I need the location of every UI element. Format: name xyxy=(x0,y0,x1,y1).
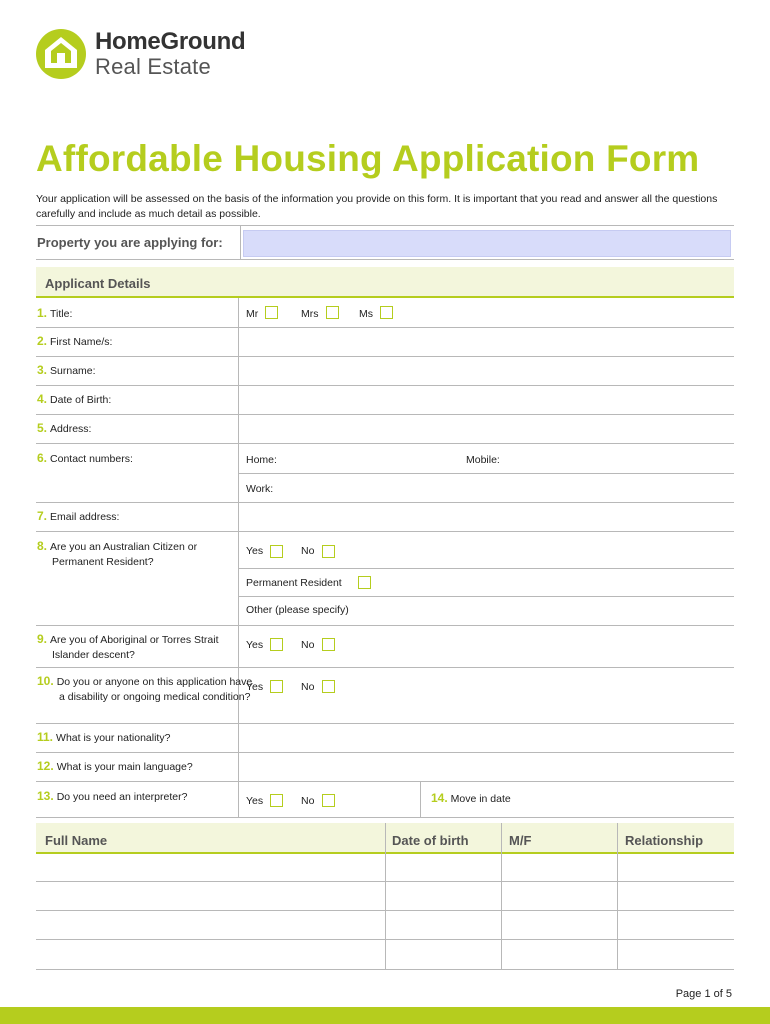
question-row-first-name xyxy=(36,327,734,356)
question-number: 12. xyxy=(37,759,54,773)
applicant-details-header xyxy=(36,267,734,298)
column-header-relationship: Relationship xyxy=(625,833,704,848)
question-row-email xyxy=(36,502,734,531)
mr-checkbox[interactable] xyxy=(265,306,278,319)
work-phone-label[interactable]: Work: xyxy=(246,483,274,495)
question-row-title xyxy=(36,298,734,327)
question-label: Do you need an interpreter? xyxy=(56,791,188,803)
question-number: 2. xyxy=(37,334,48,348)
question-label: First Name/s: xyxy=(50,336,113,348)
interpreter-no-checkbox[interactable] xyxy=(322,794,335,807)
table-row[interactable] xyxy=(36,854,734,881)
ms-checkbox[interactable] xyxy=(380,306,393,319)
question-label: What is your nationality? xyxy=(56,732,171,744)
email-field[interactable] xyxy=(239,502,734,531)
yes-label: Yes xyxy=(246,795,264,807)
divider xyxy=(238,568,734,569)
divider xyxy=(36,225,734,226)
language-field[interactable] xyxy=(239,752,734,781)
aboriginal-no-checkbox[interactable] xyxy=(322,638,335,651)
question-number: 3. xyxy=(37,363,48,377)
aboriginal-yes-checkbox[interactable] xyxy=(270,638,283,651)
property-input[interactable] xyxy=(243,230,731,257)
question-number: 6. xyxy=(37,451,48,465)
option-mrs-label: Mrs xyxy=(301,308,319,320)
house-in-circle-icon xyxy=(35,28,87,80)
question-row-language xyxy=(36,752,734,781)
question-number: 1. xyxy=(37,306,48,320)
column-header-date-of-birth: Date of birth xyxy=(392,833,469,848)
question-number: 11. xyxy=(37,730,54,744)
question-row-nationality xyxy=(36,723,734,752)
section-title: Applicant Details xyxy=(45,276,151,291)
no-label: No xyxy=(301,639,315,651)
divider xyxy=(36,969,734,970)
first-name-field[interactable] xyxy=(239,327,734,356)
question-row-citizenship xyxy=(36,531,734,625)
question-label: Surname: xyxy=(50,365,96,377)
surname-field[interactable] xyxy=(239,356,734,385)
question-number: 10. xyxy=(37,674,54,688)
column-divider xyxy=(420,781,421,817)
question-number: 13. xyxy=(37,789,54,803)
question-number: 7. xyxy=(37,509,48,523)
question-number: 5. xyxy=(37,421,48,435)
company-subtitle: Real Estate xyxy=(95,54,211,79)
question-row-surname xyxy=(36,356,734,385)
form-title: Affordable Housing Application Form xyxy=(36,138,700,179)
yes-label: Yes xyxy=(246,639,264,651)
question-row-address xyxy=(36,414,734,443)
question-label: Are you an Australian Citizen or Permanent Resident? xyxy=(50,541,198,568)
question-row-aboriginal xyxy=(36,625,734,667)
question-row-dob xyxy=(36,385,734,414)
question-label: Do you or anyone on this application have a disability or ongoing medical condition? xyxy=(56,676,253,703)
mobile-phone-label[interactable]: Mobile: xyxy=(466,454,500,466)
question-row-interpreter xyxy=(36,781,734,817)
option-mr-label: Mr xyxy=(246,308,259,320)
question-label: Move in date xyxy=(450,793,511,805)
nationality-field[interactable] xyxy=(239,723,734,752)
question-label: Date of Birth: xyxy=(50,394,112,406)
divider xyxy=(240,226,241,259)
company-name: HomeGround xyxy=(95,28,246,55)
question-label: Title: xyxy=(50,308,73,320)
divider xyxy=(36,817,734,818)
permanent-resident-checkbox[interactable] xyxy=(358,576,371,589)
question-row-disability xyxy=(36,667,734,723)
address-field[interactable] xyxy=(239,414,734,443)
home-phone-label[interactable]: Home: xyxy=(246,454,277,466)
option-ms-label: Ms xyxy=(359,308,373,320)
no-label: No xyxy=(301,545,315,557)
page-number: Page 1 of 5 xyxy=(675,988,732,1000)
no-label: No xyxy=(301,795,315,807)
disability-yes-checkbox[interactable] xyxy=(270,680,283,693)
yes-label: Yes xyxy=(246,545,264,557)
company-logo xyxy=(35,28,245,80)
divider xyxy=(238,596,734,597)
other-specify-label[interactable]: Other (please specify) xyxy=(246,604,349,616)
table-row[interactable] xyxy=(36,881,734,910)
citizen-yes-checkbox[interactable] xyxy=(270,545,283,558)
question-number: 8. xyxy=(37,539,48,553)
no-label: No xyxy=(301,681,315,693)
column-header-full-name: Full Name xyxy=(45,833,108,848)
property-label: Property you are applying for: xyxy=(37,235,223,250)
yes-label: Yes xyxy=(246,681,264,693)
question-label: Contact numbers: xyxy=(50,453,133,465)
question-number: 9. xyxy=(37,632,48,646)
question-number: 4. xyxy=(37,392,48,406)
question-label: What is your main language? xyxy=(56,761,193,773)
question-label: Address: xyxy=(50,423,92,435)
interpreter-yes-checkbox[interactable] xyxy=(270,794,283,807)
permanent-resident-label: Permanent Resident xyxy=(246,577,342,589)
footer-bar xyxy=(0,1007,770,1024)
table-row[interactable] xyxy=(36,939,734,969)
date-of-birth-field[interactable] xyxy=(239,385,734,414)
citizen-no-checkbox[interactable] xyxy=(322,545,335,558)
table-row[interactable] xyxy=(36,910,734,939)
mrs-checkbox[interactable] xyxy=(326,306,339,319)
column-header-mf: M/F xyxy=(509,833,532,848)
question-label: Are you of Aboriginal or Torres Strait Islander descent? xyxy=(50,634,219,661)
divider xyxy=(238,473,734,474)
move-in-date-label[interactable] xyxy=(431,791,511,805)
question-number: 14. xyxy=(431,791,448,805)
disability-no-checkbox[interactable] xyxy=(322,680,335,693)
question-label: Email address: xyxy=(50,511,120,523)
form-intro: Your application will be assessed on the basis of the information you provide on this form. It is important that you read and answer all the questions carefully and include as much detail as possible. xyxy=(36,193,718,220)
divider xyxy=(36,259,734,260)
